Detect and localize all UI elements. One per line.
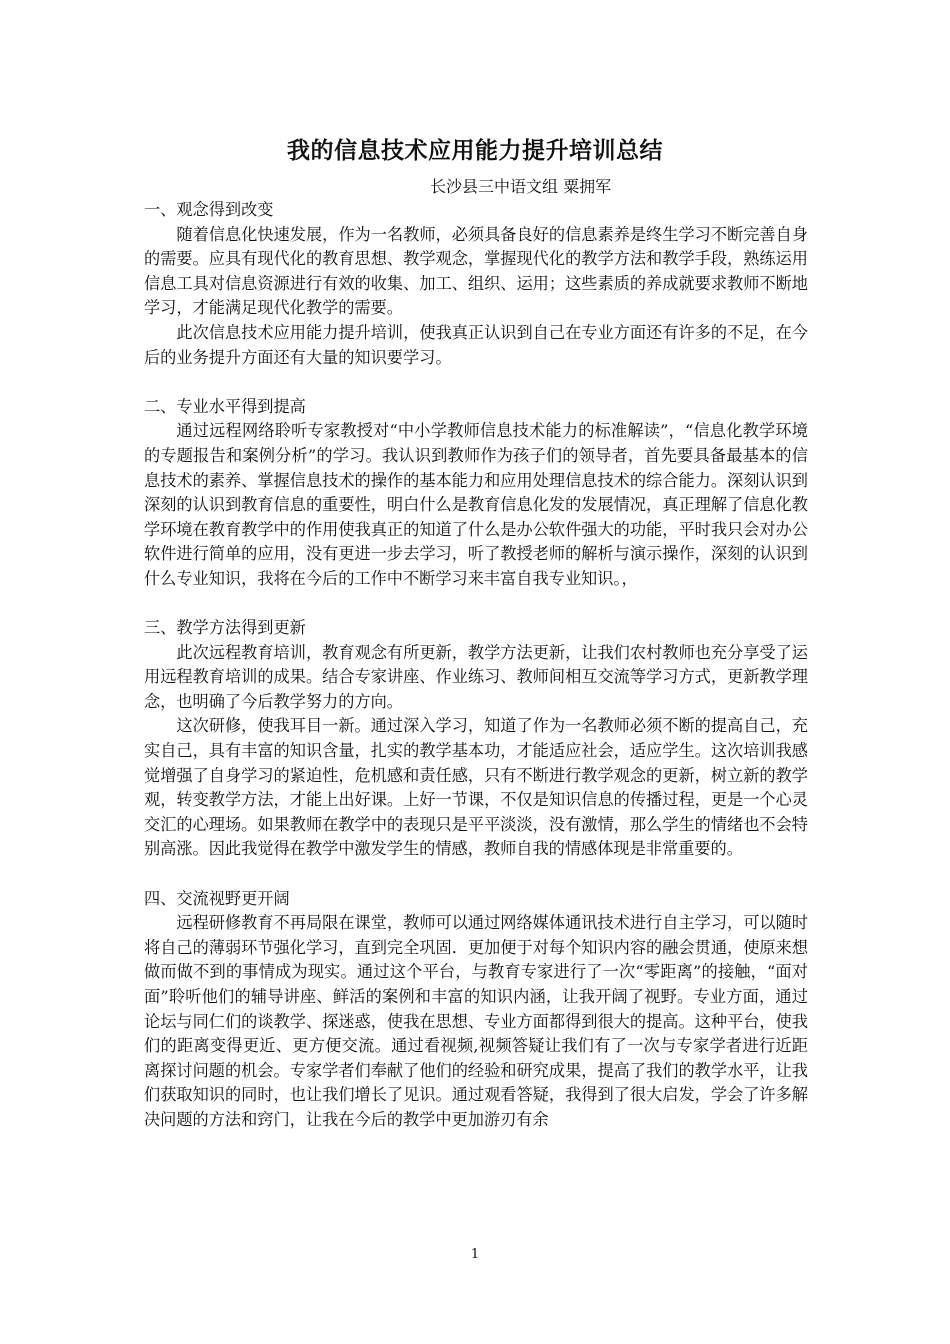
section-3 [144,616,808,862]
paragraph: 此次信息技术应用能力提升培训，使我真正认识到自己在专业方面还有许多的不足，在今后的业务提升方面还有大量的知识要学习。 [144,322,808,367]
section-heading: 四、交流视野更开阔 [144,888,290,908]
section-heading: 一、观念得到改变 [144,200,274,219]
paragraph: 远程研修教育不再局限在课堂，教师可以通过网络媒体通讯技术进行自主学习，可以随时将自己的薄弱环节强化学习，直到完全巩固．更加便于对每个知识内容的融会贯通，使原来想做而做不到的事情成为现实。通过这个平台，与教育专家进行了一次“零距离”的接触，“面对面”聆听他们的辅导讲座、鲜活的案例和丰富的知识内涵，让我开阔了视野。专业方面，通过论坛与同仁们的谈教学、探迷惑，使我在思想、专业方面都得到很大的提高。这种平台，使我们的距离变得更近、更方便交流。通过看视频,视频答疑让我们有了一次与专家学者进行近距离探讨问题的机会。专家学者们奉献了他们的经验和研究成果，提高了我们的教学水平，让我们获取知识的同时，也让我们增长了见识。通过观看答疑，我得到了很大启发，学会了许多解决问题的方法和窍门，让我在今后的教学中更加游刃有余 [144,913,808,1129]
author-line: 长沙县三中语文组 粟拥军 [430,177,612,196]
document-body [144,198,808,1133]
document-title: 我的信息技术应用能力提升培训总结 [287,138,663,164]
page-number: 1 [470,1247,480,1262]
paragraph: 这次研修，使我耳目一新。通过深入学习，知道了作为一名教师必须不断的提高自己，充实自己，具有丰富的知识含量，扎实的教学基本功，才能适应社会，适应学生。这次培训我感觉增强了自身学习的紧迫性，危机感和责任感，只有不断进行教学观念的更新，树立新的教学观，转变教学方法，才能上出好课。上好一节课，不仅是知识信息的传播过程，更是一个心灵交汇的心理场。如果教师在教学中的表现只是平平淡淡，没有激情，那么学生的情绪也不会特别高涨。因此我觉得在教学中激发学生的情感，教师自我的情感体现是非常重要的。 [144,716,808,859]
paragraph: 通过远程网络聆听专家教授对“中小学教师信息技术能力的标准解读”，“信息化教学环境的专题报告和案例分析”的学习。我认识到教师作为孩子们的领导者，首先要具备最基本的信息技术的素养、掌握信息技术的操作的基本能力和应用处理信息技术的综合能力。深刻认识到深刻的认识到教育信息的重要性，明白什么是教育信息化发的发展情况，真正理解了信息化教学环境在教育教学中的作用使我真正的知道了什么是办公软件强大的功能，平时我只会对办公软件进行简单的应用，没有更进一步去学习，听了教授老师的解析与演示操作，深刻的认识到什么专业知识，我将在今后的工作中不断学习来丰富自我专业知识。， [144,421,808,588]
paragraph: 此次远程教育培训，教育观念有所更新，教学方法更新，让我们农村教师也充分享受了运用远程教育培训的成果。结合专家讲座、作业练习、教师间相互交流等学习方式，更新教学理念，也明确了今后教学努力的方向。 [144,642,808,711]
section-heading: 二、专业水平得到提高 [144,396,306,416]
section-1 [144,198,808,370]
paragraph: 随着信息化快速发展，作为一名教师，必须具备良好的信息素养是终生学习不断完善自身的需要。应具有现代化的教育思想、教学观念，掌握现代化的教学方法和教学手段，熟练运用信息工具对信息资源进行有效的收集、加工、组织、运用；这些素质的养成就要求教师不断地学习，才能满足现代化教学的需要。 [144,224,808,318]
section-heading: 三、教学方法得到更新 [144,618,306,638]
section-4 [144,887,808,1133]
section-spacer [144,862,808,887]
section-spacer [144,592,808,617]
section-2 [144,395,808,592]
section-spacer [144,370,808,395]
